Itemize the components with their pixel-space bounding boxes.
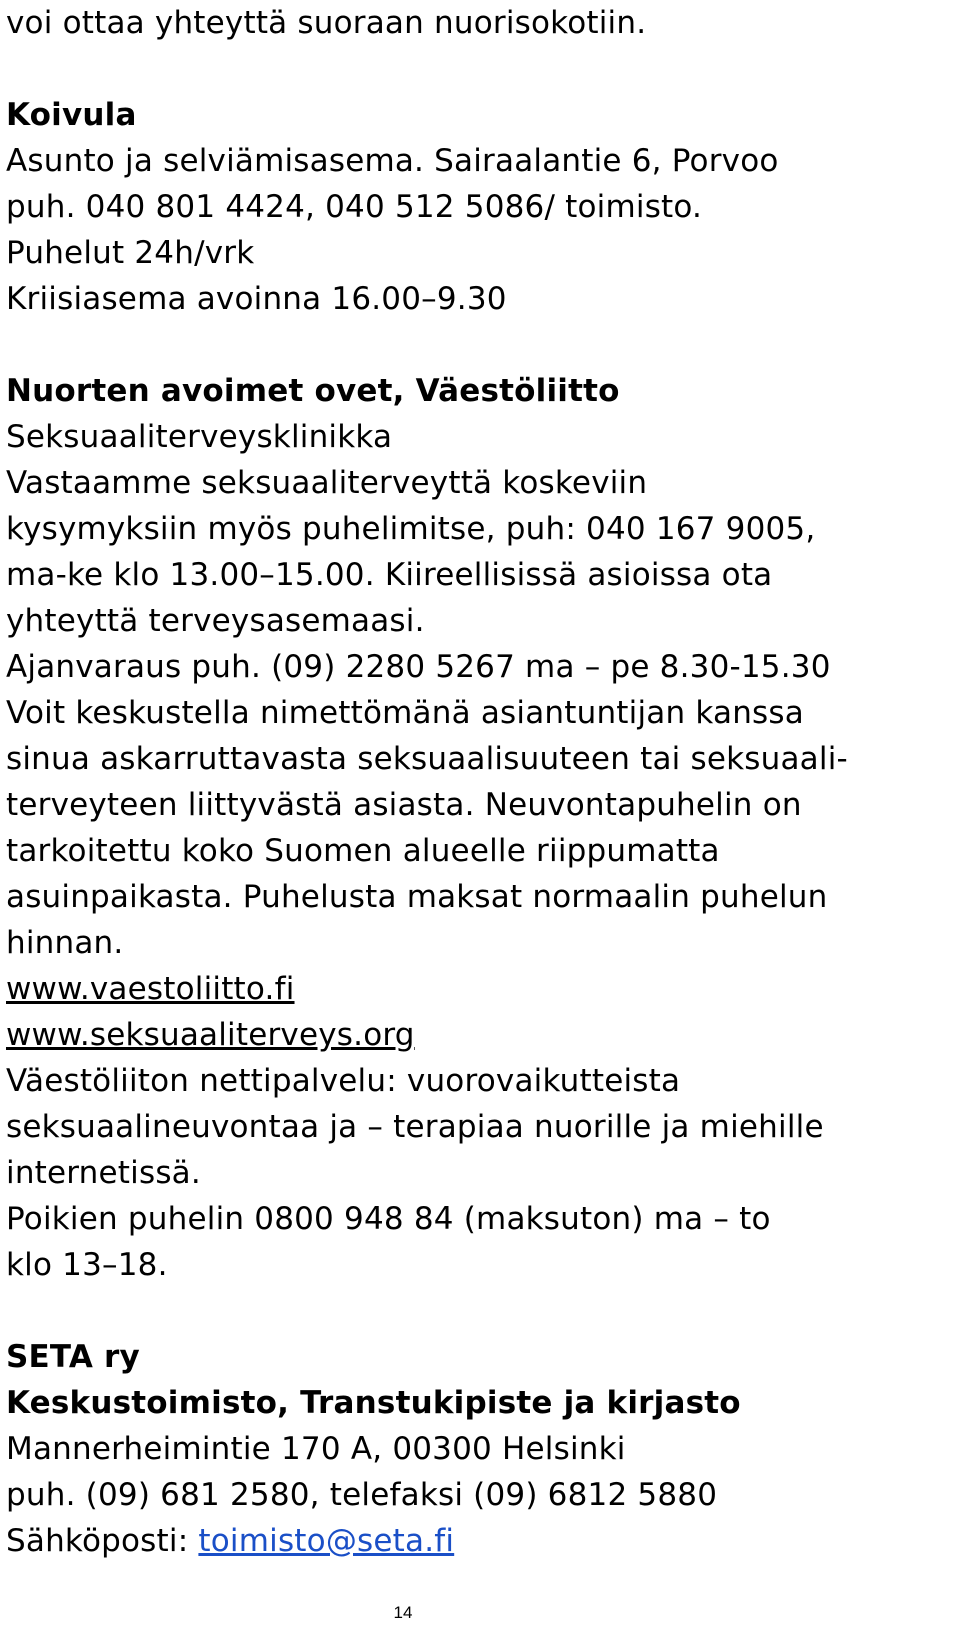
vaestoliitto-line: tarkoitettu koko Suomen alueelle riippumatta [6,833,720,869]
seta-heading: SETA ry [6,1339,140,1375]
koivula-heading: Koivula [6,97,137,133]
vaestoliitto-line: sinua askarruttavasta seksuaalisuuteen tai seksuaali- [6,741,848,777]
vaestoliitto-link-row [6,966,956,1012]
vaestoliitto-line: hinnan. [6,925,124,961]
koivula-line: Asunto ja selviämisasema. Sairaalantie 6, Porvoo [6,143,779,179]
vaestoliitto-line: Poikien puhelin 0800 948 84 (maksuton) ma – to [6,1201,771,1237]
koivula-line: Puhelut 24h/vrk [6,235,255,271]
section-spacer [6,1288,956,1334]
vaestoliitto-line: seksuaalineuvontaa ja – terapiaa nuorille ja miehille [6,1109,824,1145]
section-spacer [6,322,956,368]
seksuaaliterveys-link-row [6,1012,956,1058]
intro-text: voi ottaa yhteyttä suoraan nuorisokotiin. [6,5,647,41]
vaestoliitto-line: Seksuaaliterveysklinikka [6,419,393,455]
vaestoliitto-line: Väestöliiton nettipalvelu: vuorovaikutteista [6,1063,681,1099]
page-number: 14 [393,1603,413,1622]
vaestoliitto-line: ma-ke klo 13.00–15.00. Kiireellisissä asioissa ota [6,557,773,593]
vaestoliitto-website-link[interactable]: www.vaestoliitto.fi [6,971,295,1007]
seksuaaliterveys-website-link[interactable]: www.seksuaaliterveys.org [6,1017,415,1053]
seta-subheading: Keskustoimisto, Transtukipiste ja kirjasto [6,1385,741,1421]
seta-address: Mannerheimintie 170 A, 00300 Helsinki [6,1431,626,1467]
vaestoliitto-heading: Nuorten avoimet ovet, Väestöliitto [6,373,620,409]
vaestoliitto-line: klo 13–18. [6,1247,168,1283]
vaestoliitto-line: Voit keskustella nimettömänä asiantuntijan kanssa [6,695,804,731]
seta-phone: puh. (09) 681 2580, telefaksi (09) 6812 5880 [6,1477,718,1513]
vaestoliitto-line: internetissä. [6,1155,201,1191]
vaestoliitto-line: yhteyttä terveysasemaasi. [6,603,425,639]
koivula-line: puh. 040 801 4424, 040 512 5086/ toimisto. [6,189,703,225]
seta-email-row [6,1518,956,1564]
seta-email-link[interactable]: toimisto@seta.fi [198,1523,455,1559]
document-page [6,0,956,1564]
vaestoliitto-line: terveyteen liittyvästä asiasta. Neuvontapuhelin on [6,787,802,823]
seta-email-label: Sähköposti: [6,1523,199,1559]
vaestoliitto-line: Vastaamme seksuaaliterveyttä koskeviin [6,465,648,501]
vaestoliitto-line: Ajanvaraus puh. (09) 2280 5267 ma – pe 8.30-15.30 [6,649,831,685]
vaestoliitto-line: kysymyksiin myös puhelimitse, puh: 040 167 9005, [6,511,816,547]
vaestoliitto-line: asuinpaikasta. Puhelusta maksat normaalin puhelun [6,879,828,915]
koivula-line: Kriisiasema avoinna 16.00–9.30 [6,281,507,317]
section-spacer [6,46,956,92]
